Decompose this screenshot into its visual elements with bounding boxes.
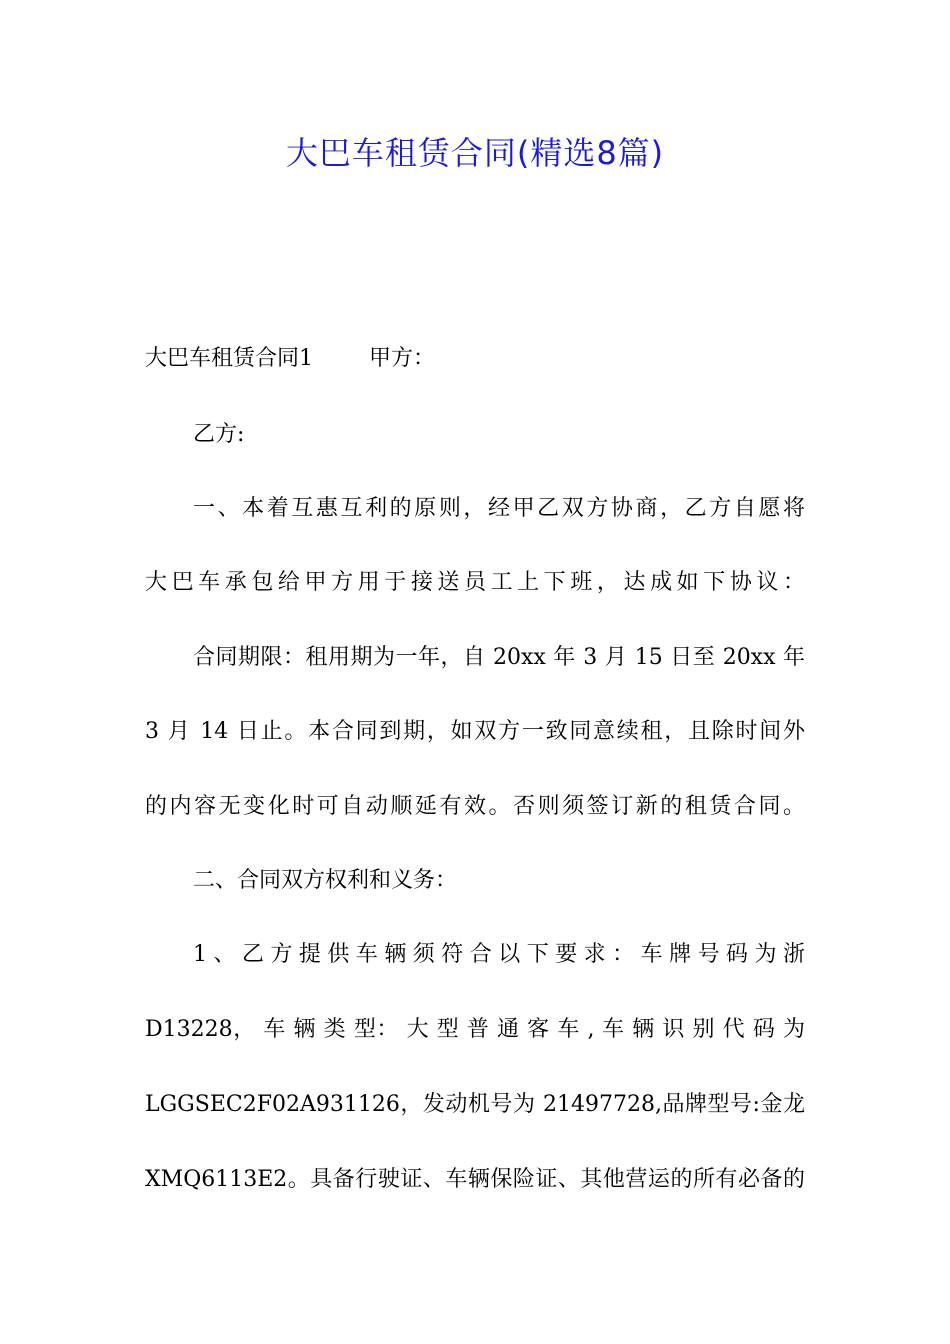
paragraph-line: 合同期限：租用期为一年，自 20xx 年 3 月 15 日至 20xx 年 [193,645,805,670]
party-a-label: 甲方： [369,346,436,371]
section-heading: 二、合同双方权利和义务： [193,868,458,893]
contract-heading: 大巴车租赁合同1 [145,346,313,371]
paragraph-line: 一、本着互惠互利的原则，经甲乙双方协商，乙方自愿将 [193,496,805,521]
paragraph-line: XMQ6113E2。具备行驶证、车辆保险证、其他营运的所有必备的 [145,1167,805,1192]
paragraph-line: LGGSEC2F02A931126，发动机号为 21497728,品牌型号:金龙 [145,1092,805,1117]
party-b-label: 乙方: [193,422,245,447]
paragraph-line: 3 月 14 日止。本合同到期，如双方一致同意续租，且除时间外 [145,719,805,744]
paragraph-line: 大巴车承包给甲方用于接送员工上下班，达成如下协议： [145,570,805,595]
paragraph-line: 的内容无变化时可自动顺延有效。否则须签订新的租赁合同。 [145,794,805,819]
document-title: 大巴车租赁合同(精选8篇) [285,134,665,172]
contract-heading-line [145,341,805,377]
paragraph-line: D13228， 车 辆 类 型： 大 型 普 通 客 车 , 车 辆 识 别 代 码 为 [145,1017,805,1042]
paragraph-line: 1、乙方提供车辆须符合以下要求：车牌号码为浙 [193,942,805,967]
